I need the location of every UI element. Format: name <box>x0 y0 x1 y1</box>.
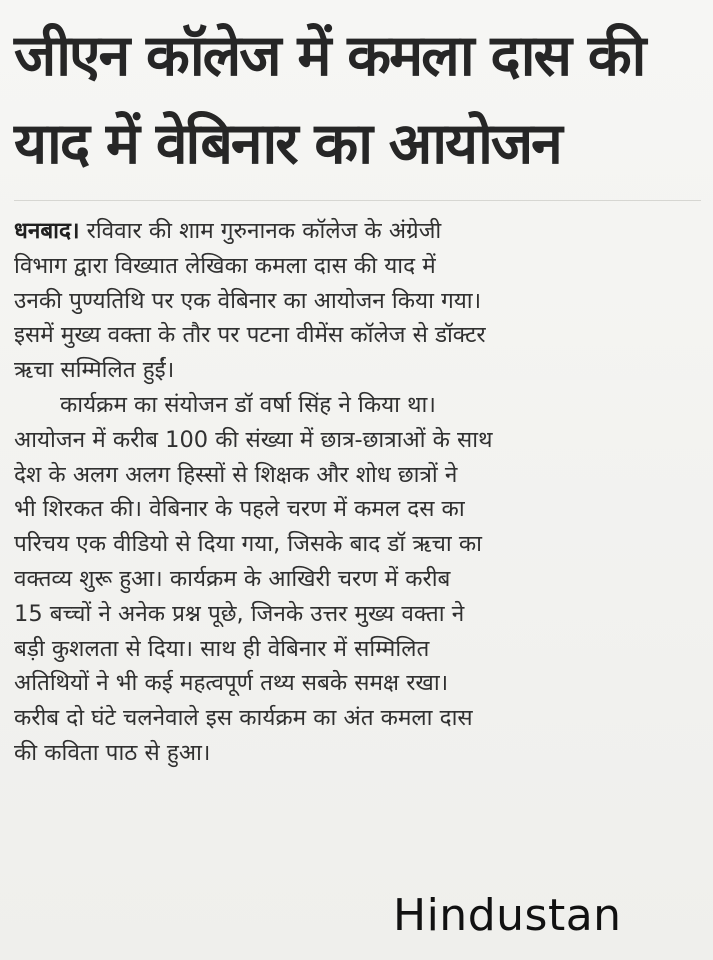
article-line: आयोजन में करीब 100 की संख्या में छात्र-छात्राओं के साथ <box>14 426 493 453</box>
article-line: 15 बच्चों ने अनेक प्रश्न पूछे, जिनके उत्तर मुख्य वक्ता ने <box>14 600 465 627</box>
article-line: वक्तव्य शुरू हुआ। कार्यक्रम के आखिरी चरण में करीब <box>14 565 451 592</box>
article-paragraph-start: कार्यक्रम का संयोजन डॉ वर्षा सिंह ने किया था। <box>60 391 436 418</box>
headline <box>14 12 703 188</box>
article-line: ऋचा सम्मिलित हुईं। <box>14 357 175 384</box>
article-line: अतिथियों ने भी कई महत्वपूर्ण तथ्य सबके समक्ष रखा। <box>14 670 449 697</box>
article-line: विभाग द्वारा विख्यात लेखिका कमला दास की याद में <box>14 252 436 279</box>
article-line: करीब दो घंटे चलनेवाले इस कार्यक्रम का अंत कमला दास <box>14 705 473 732</box>
article-line: बड़ी कुशलता से दिया। साथ ही वेबिनार में सम्मिलित <box>14 635 430 662</box>
article-line-text: रविवार की शाम गुरुनानक कॉलेज के अंग्रेजी <box>79 218 442 244</box>
article-line <box>14 214 664 249</box>
article-line: उनकी पुण्यतिथि पर एक वेबिनार का आयोजन किया गया। <box>14 287 482 314</box>
dateline: धनबाद। <box>14 218 80 244</box>
article-line: देश के अलग अलग हिस्सों से शिक्षक और शोध छात्रों ने <box>14 461 458 488</box>
article-line: परिचय एक वीडियो से दिया गया, जिसके बाद डॉ ऋचा का <box>14 531 482 558</box>
article-line: इसमें मुख्य वक्ता के तौर पर पटना वीमेंस कॉलेज से डॉक्टर <box>14 322 486 349</box>
article-body <box>14 214 664 771</box>
source-label: Hindustan <box>393 890 622 941</box>
article-line: भी शिरकत की। वेबिनार के पहले चरण में कमल दस का <box>14 496 465 523</box>
headline-line-1: जीएन कॉलेज में कमला दास की <box>14 23 645 89</box>
article-line: की कविता पाठ से हुआ। <box>14 739 211 766</box>
headline-divider <box>14 200 701 201</box>
headline-line-2: याद में वेबिनार का आयोजन <box>14 111 561 177</box>
